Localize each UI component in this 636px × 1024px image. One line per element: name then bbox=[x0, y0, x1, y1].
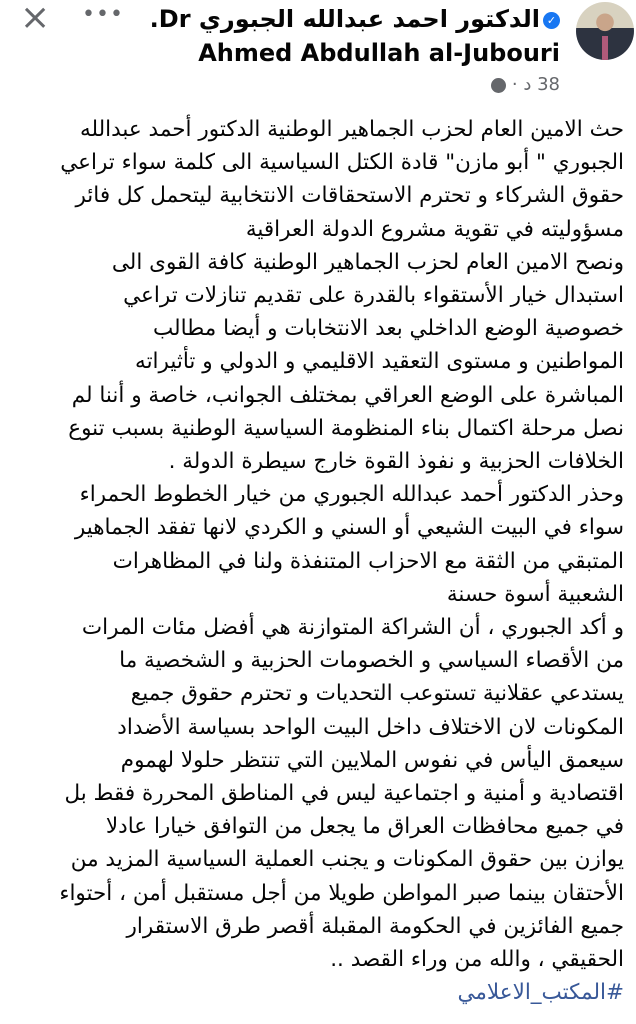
post-text-line: المكونات لان الاختلاف داخل البيت الواحد بسياسة الأضداد bbox=[117, 714, 624, 740]
separator: · bbox=[511, 74, 518, 95]
post-text-line: المباشرة على الوضع العراقي بمختلف الجوانب، خاصة و أننا لم bbox=[71, 382, 624, 408]
post-body bbox=[4, 113, 624, 1009]
post-text-line: الشعبية أسوة حسنة bbox=[446, 581, 624, 607]
post-text-line: من الأقصاء السياسي و الخصومات الحزبية و الشخصية ما bbox=[119, 648, 624, 674]
post-text-line: الحقيقي ، والله من وراء القصد .. bbox=[330, 947, 624, 973]
post-text-line: حقوق الشركاء و تحترم الاستحقاقات الانتخابية ليتحمل كل فائر bbox=[75, 183, 624, 209]
post-text-line: حث الامين العام لحزب الجماهير الوطنية الدكتور أحمد عبدالله bbox=[79, 117, 624, 142]
close-button[interactable] bbox=[20, 0, 50, 38]
hashtag-link[interactable]: #المكتب_الاعلامي bbox=[457, 980, 624, 1006]
close-icon: × bbox=[20, 0, 51, 38]
post-text-line: ونصح الامين العام لحزب الجماهير الوطنية كافة القوى الى bbox=[111, 249, 624, 275]
globe-icon bbox=[491, 78, 506, 93]
post-text-line: يوازن بين حقوق المكونات و يجنب العملية السياسية المزيد من bbox=[70, 847, 624, 873]
more-icon: ••• bbox=[82, 2, 124, 27]
timestamp[interactable]: 38 د bbox=[523, 74, 560, 95]
post-text-line: اقتصادية و أمنية و اجتماعية ليس في المناطق المحررة فقط بل bbox=[64, 781, 624, 807]
post-text-line: استبدال خيار الأستقواء بالقدرة على تقديم تنازلات تراعي bbox=[123, 283, 624, 309]
author-name-ar[interactable]: الدكتور احمد عبدالله الجبوري Dr. bbox=[149, 5, 540, 33]
post-meta bbox=[491, 72, 560, 98]
post-text-line: نصل مرحلة اكتمال بناء المنظومة السياسية الوطنية بسبب تنوع bbox=[68, 415, 624, 441]
post-text-line: في جميع محافظات العراق ما يجعل من التوافق خيارا عادلا bbox=[105, 814, 624, 840]
author-name-en[interactable]: Ahmed Abdullah al-Jubouri bbox=[198, 39, 560, 67]
post-text-line: مسؤوليته في تقوية مشروع الدولة العراقية bbox=[245, 216, 624, 242]
avatar[interactable] bbox=[576, 2, 634, 60]
post-text-line: الجبوري " أبو مازن" قادة الكتل السياسية الى كلمة سواء تراعي bbox=[60, 150, 624, 176]
post-text-line: سيعمق اليأس في نفوس الملايين التي تنتظر حلولا لهموم bbox=[120, 747, 624, 773]
post-text-line: الخلافات الحزبية و نفوذ القوة خارج سيطرة الدولة . bbox=[168, 449, 624, 475]
author-name[interactable] bbox=[150, 2, 560, 36]
post-text-line: و أكد الجبوري ، أن الشراكة المتوازنة هي أفضل مئات المرات bbox=[81, 615, 624, 641]
avatar-detail bbox=[602, 36, 608, 60]
post-text-line: المتبقي من الثقة مع الاحزاب المتنفذة ولنا في المظاهرات bbox=[112, 548, 624, 574]
post-text-line: سواء في البيت الشيعي أو السني و الكردي لانها تفقد الجماهير bbox=[74, 515, 624, 541]
more-options-button[interactable] bbox=[82, 0, 124, 30]
post-text-line: جميع الفائزين في الحكومة المقبلة أقصر طرق الاستقرار bbox=[126, 913, 624, 939]
verified-badge-icon: ✓ bbox=[543, 12, 560, 29]
post-text-line: الأحتقان بينما صبر المواطن طويلا من أجل مستقبل أمن ، أحتواء bbox=[59, 880, 624, 906]
post-text-line: خصوصية الوضع الداخلي بعد الانتخابات و أيضا مطالب bbox=[152, 316, 624, 342]
post-text-line: وحذر الدكتور أحمد عبدالله الجبوري من خيار الخطوط الحمراء bbox=[79, 482, 624, 508]
post-text-line: المواطنين و مستوى التعقيد الاقليمي و الدولي و تأثيراته bbox=[135, 349, 624, 375]
post-text-line: يستدعي عقلانية تستوعب التحديات و تحترم حقوق جميع bbox=[130, 681, 624, 707]
